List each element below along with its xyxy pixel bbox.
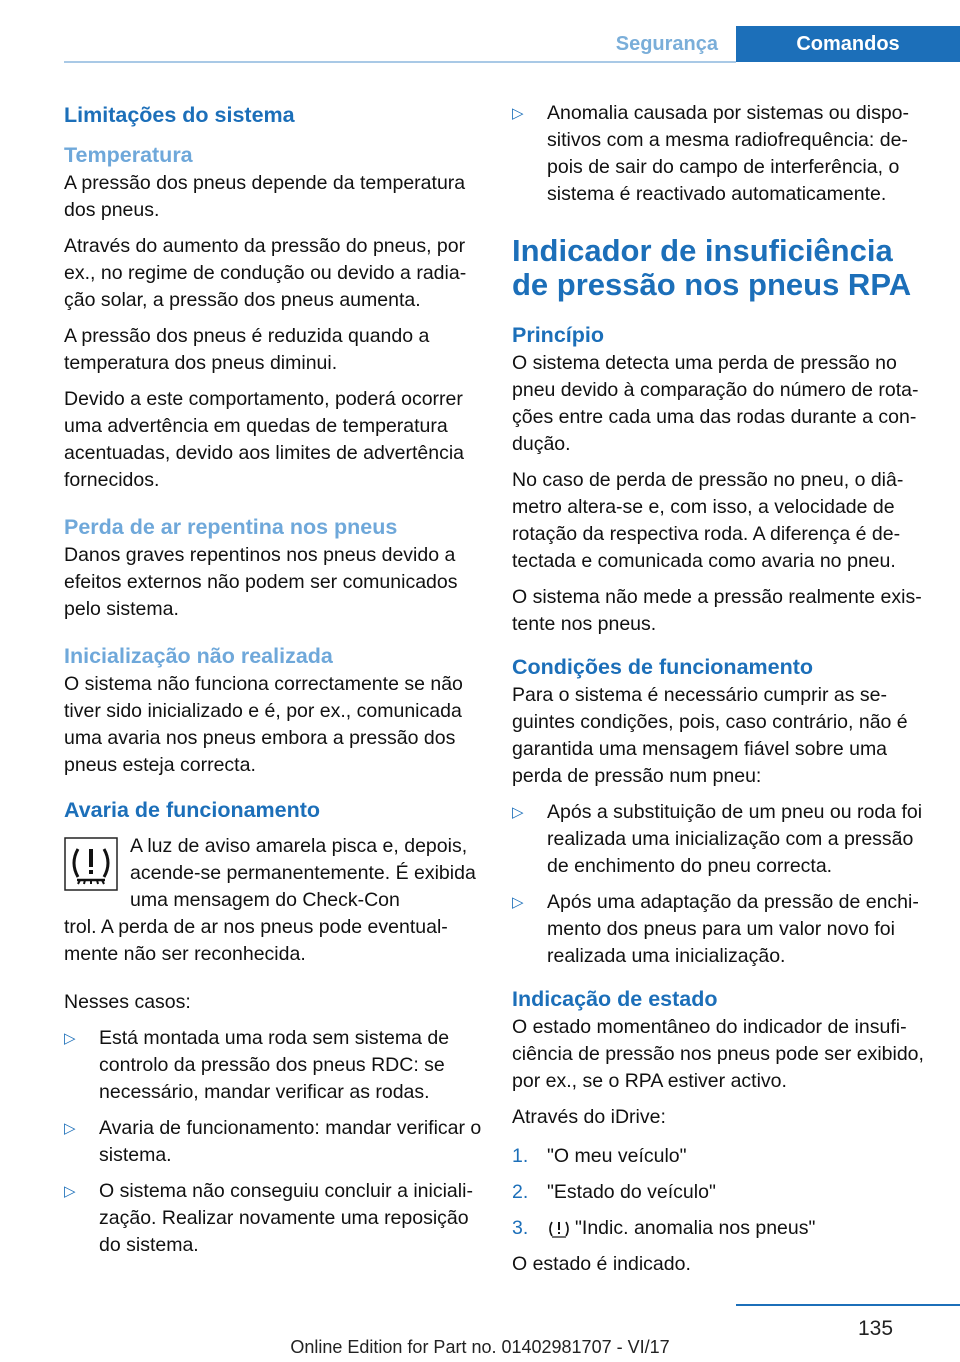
- tire-pressure-warning-icon: [64, 837, 118, 891]
- header-rule: [64, 61, 736, 63]
- paragraph: trol. A perda de ar nos pneus pode eventualmente não ser reconhecida.: [64, 916, 448, 965]
- step-number: 3.: [512, 1217, 529, 1239]
- chapter-tab: Comandos: [736, 26, 960, 62]
- list-item: ▷ Está montada uma roda sem sistema de controlo da pressão dos pneus RDC: se necessário, mandar verificar as rodas.: [64, 1025, 482, 1106]
- principle-heading: Princípio: [512, 323, 604, 347]
- warning-block: [64, 833, 482, 914]
- step-text: "O meu veículo": [547, 1145, 687, 1167]
- paragraph: Devido a este comportamento, poderá ocorrer uma advertência em quedas de temperatura acentuadas, devido aos limites de advertência fornecidos.: [64, 388, 464, 491]
- right-column: [512, 100, 926, 1287]
- temperature-heading: Temperatura: [64, 143, 193, 167]
- air-loss-heading: Perda de ar repentina nos pneus: [64, 515, 398, 539]
- step-number: 1.: [512, 1145, 529, 1167]
- tire-warning-small-icon: [547, 1219, 571, 1239]
- left-column: [64, 100, 482, 1268]
- cases-list: [64, 1025, 482, 1259]
- paragraph: O sistema detecta uma perda de pressão no pneu devido à comparação do número de rotações entre cada uma das rodas durante a condução.: [512, 352, 919, 455]
- paragraph: A pressão dos pneus é reduzida quando a temperatura dos pneus diminui.: [64, 325, 430, 374]
- steps-list: [512, 1143, 926, 1242]
- list-item: ▷ Após a substituição de um pneu ou roda foi realizada uma inicialização com a pressão de enchimento do pneu correcta.: [512, 799, 926, 880]
- limitations-heading: Limitações do sistema: [64, 103, 295, 127]
- paragraph: O estado momentâneo do indicador de insuficiência de pressão nos pneus pode ser exibido, por ex., se o RPA estiver activo.: [512, 1016, 924, 1092]
- step-item: [512, 1143, 926, 1170]
- paragraph: Danos graves repentinos nos pneus devido a efeitos externos não podem ser comunicados pelo sistema.: [64, 544, 458, 620]
- step-text: "Indic. anomalia nos pneus": [575, 1217, 816, 1239]
- paragraph: O sistema não mede a pressão realmente existente nos pneus.: [512, 586, 922, 635]
- paragraph: Para o sistema é necessário cumprir as seguintes condições, pois, caso contrário, não é garantida uma mensagem fiável sobre uma perda de pressão num pneu:: [512, 684, 908, 787]
- paragraph: A pressão dos pneus depende da temperatura dos pneus.: [64, 172, 466, 221]
- list-item: ▷ Avaria de funcionamento: mandar verificar o sistema.: [64, 1115, 482, 1169]
- footer-rule: [736, 1304, 960, 1306]
- paragraph: O sistema não funciona correctamente se não tiver sido inicializado e é, por ex., comunicada uma avaria nos pneus embora a pressão dos pneus esteja correcta.: [64, 673, 463, 776]
- initialization-heading: Inicialização não realizada: [64, 644, 333, 668]
- step-number: 2.: [512, 1181, 529, 1203]
- continued-list: [512, 100, 926, 208]
- conditions-list: [512, 799, 926, 970]
- list-item: ▷ O sistema não conseguiu concluir a inicialização. Realizar novamente uma reposição do sistema.: [64, 1178, 482, 1259]
- cases-intro: Nesses casos:: [64, 991, 191, 1013]
- step-item: [512, 1179, 926, 1206]
- step-text: "Estado do veículo": [547, 1181, 716, 1203]
- status-heading: Indicação de estado: [512, 987, 718, 1011]
- list-item: ▷ Anomalia causada por sistemas ou dispositivos com a mesma radiofrequência: depois de sair do campo de interferência, o sistema é reactivado automaticamente.: [512, 100, 926, 208]
- step-item: [512, 1215, 926, 1242]
- edition-note: Online Edition for Part no. 01402981707 - VI/17: [290, 1337, 670, 1357]
- paragraph: O estado é indicado.: [512, 1253, 691, 1275]
- conditions-heading: Condições de funcionamento: [512, 655, 814, 679]
- rpa-heading: Indicador de insuficiência de pressão nos pneus RPA: [512, 233, 912, 302]
- malfunction-heading: Avaria de funcionamento: [64, 798, 321, 822]
- idrive-intro: Através do iDrive:: [512, 1106, 666, 1128]
- list-item: ▷ Após uma adaptação da pressão de enchimento dos pneus para um valor novo foi realizada uma inicialização.: [512, 889, 926, 970]
- page-number: 135: [858, 1317, 894, 1340]
- page-header: [616, 26, 960, 62]
- warning-text: A luz de aviso amarela pisca e, depois, acende-se permanentemente. É exibida uma mensagem do Check-Con: [130, 835, 476, 911]
- paragraph: No caso de perda de pressão no pneu, o diâmetro altera-se e, com isso, a velocidade de rotação da respectiva roda. A diferença é detectada e comunicada como avaria no pneu.: [512, 469, 904, 572]
- paragraph: Através do aumento da pressão do pneus, por ex., no regime de condução ou devido a radiação solar, a pressão dos pneus aumenta.: [64, 235, 467, 311]
- section-tab: Segurança: [615, 32, 718, 55]
